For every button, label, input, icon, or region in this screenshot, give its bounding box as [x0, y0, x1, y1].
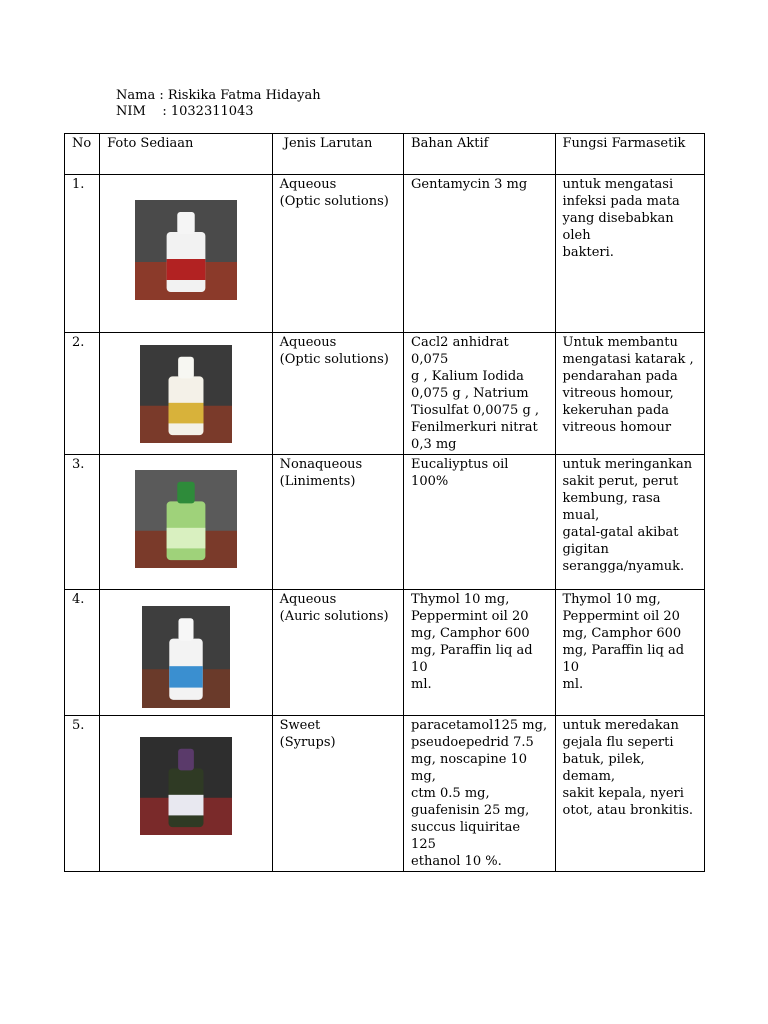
bottle-photo	[140, 737, 232, 835]
table-row	[65, 716, 705, 872]
student-name: Nama : Riskika Fatma Hidayah	[116, 88, 321, 103]
bahan-aktif: Cacl2 anhidrat 0,075 g , Kalium Iodida 0,075 g , Natrium Tiosulfat 0,0075 g , Fenilmerkuri nitrat 0,3 mg	[404, 333, 555, 455]
bottle-label	[169, 666, 202, 687]
table-row	[65, 333, 705, 455]
fungsi-farmasetik: untuk meredakan gejala flu seperti batuk, pilek, demam, sakit kepala, nyeri otot, atau bronkitis.	[555, 716, 704, 872]
jenis-larutan: Sweet (Syrups)	[272, 716, 403, 872]
fungsi-farmasetik: untuk meringankan sakit perut, perut kembung, rasa mual, gatal-gatal akibat gigitan serangga/nyamuk.	[555, 455, 704, 590]
product-photo	[140, 345, 232, 443]
product-photo-cell	[100, 333, 273, 455]
bottle-cap	[178, 357, 194, 379]
bottle-cap	[178, 618, 193, 640]
product-photo-cell	[100, 455, 273, 590]
bottle-cap	[178, 749, 194, 771]
bahan-aktif: Eucaliyptus oil 100%	[404, 455, 555, 590]
bottle-label	[168, 403, 203, 424]
product-photo-cell	[100, 175, 273, 333]
product-photo	[135, 200, 237, 300]
table-row	[65, 455, 705, 590]
bottle-label	[166, 259, 205, 280]
product-photo-cell	[100, 590, 273, 716]
row-no: 2.	[65, 333, 100, 455]
product-photo	[142, 606, 230, 708]
bottle-photo	[140, 345, 232, 443]
row-no: 1.	[65, 175, 100, 333]
table-row	[65, 590, 705, 716]
bahan-aktif: Thymol 10 mg, Peppermint oil 20 mg, Camphor 600 mg, Paraffin liq ad 10 ml.	[404, 590, 555, 716]
col-header-jenis: Jenis Larutan	[272, 134, 403, 175]
row-no: 5.	[65, 716, 100, 872]
table-row	[65, 175, 705, 333]
jenis-larutan: Aqueous (Optic solutions)	[272, 175, 403, 333]
jenis-larutan: Aqueous (Auric solutions)	[272, 590, 403, 716]
bottle-label	[166, 528, 205, 549]
col-header-bahan: Bahan Aktif	[404, 134, 555, 175]
product-photo-cell	[100, 716, 273, 872]
bottle-photo	[135, 470, 237, 568]
product-photo	[135, 470, 237, 568]
jenis-larutan: Aqueous (Optic solutions)	[272, 333, 403, 455]
bahan-aktif: paracetamol125 mg, pseudoepedrid 7.5 mg, noscapine 10 mg, ctm 0.5 mg, guafenisin 25 mg, succus liquiritae 125 ethanol 10 %.	[404, 716, 555, 872]
col-header-foto: Foto Sediaan	[100, 134, 273, 175]
bahan-aktif: Gentamycin 3 mg	[404, 175, 555, 333]
bottle-cap	[177, 212, 194, 234]
fungsi-farmasetik: Untuk membantu mengatasi katarak , pendarahan pada vitreous homour, kekeruhan pada vitreous homour	[555, 333, 704, 455]
col-header-fungsi: Fungsi Farmasetik	[555, 134, 704, 175]
bottle-photo	[135, 200, 237, 300]
row-no: 4.	[65, 590, 100, 716]
fungsi-farmasetik: untuk mengatasi infeksi pada mata yang disebabkan oleh bakteri.	[555, 175, 704, 333]
student-nim: NIM : 1032311043	[116, 104, 254, 119]
bottle-cap	[177, 482, 194, 504]
fungsi-farmasetik: Thymol 10 mg, Peppermint oil 20 mg, Camphor 600 mg, Paraffin liq ad 10 ml.	[555, 590, 704, 716]
col-header-no: No	[65, 134, 100, 175]
row-no: 3.	[65, 455, 100, 590]
drug-table	[64, 133, 705, 872]
jenis-larutan: Nonaqueous (Liniments)	[272, 455, 403, 590]
bottle-photo	[142, 606, 230, 708]
bottle-label	[168, 795, 203, 816]
table-header-row	[65, 134, 705, 175]
product-photo	[140, 737, 232, 835]
